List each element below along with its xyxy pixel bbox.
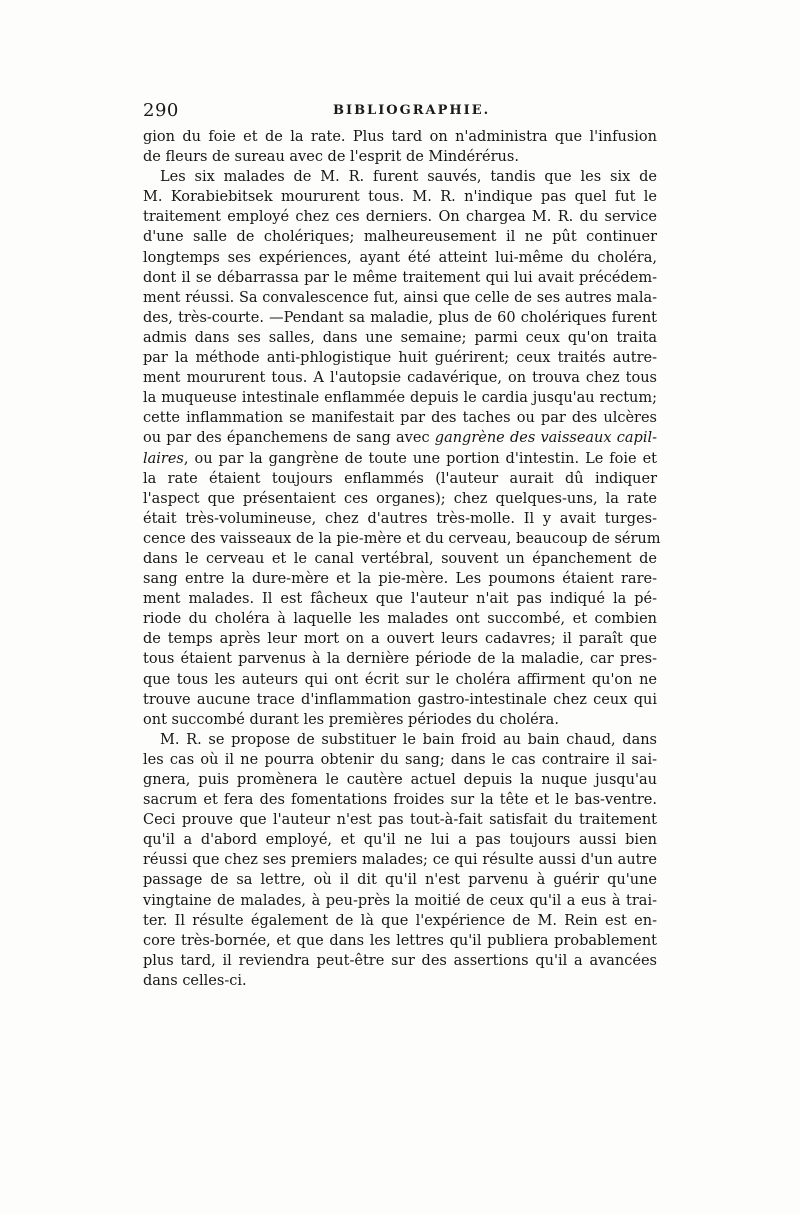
text-line-with-italic <box>143 428 657 448</box>
text-line: par la méthode anti-phlogistique huit guérirent; ceux traités autre- <box>143 350 657 367</box>
italic-phrase-continued: laires <box>143 450 184 467</box>
text-line: les cas où il ne pourra obtenir du sang; dans le cas contraire il sai- <box>143 751 657 768</box>
text-line: gion du foie et de la rate. Plus tard on n'administra que l'infusion <box>143 129 657 145</box>
text-line: M. Korabiebitsek moururent tous. M. R. n'indique pas quel fut le <box>143 189 657 206</box>
italic-phrase: gangrène des vaisseaux capil- <box>434 430 657 447</box>
text-line: M. R. se propose de substituer le bain froid au bain chaud, dans <box>160 731 657 748</box>
text-line: core très-bornée, et que dans les lettres qu'il publiera probablement <box>143 932 657 949</box>
text-line: Ceci prouve que l'auteur n'est pas tout-à-fait satisfait du traitement <box>143 812 657 829</box>
text-line: sacrum et fera des fomentations froides sur la tête et le bas-ventre. <box>143 792 657 809</box>
text-line: plus tard, il reviendra peut-être sur des assertions qu'il a avancées <box>143 952 657 969</box>
text-line: ment malades. Il est fâcheux que l'auteur n'ait pas indiqué la pé- <box>143 591 657 608</box>
page-number: 290 <box>143 100 179 121</box>
text-line: riode du choléra à laquelle les malades ont succombé, et combien <box>143 611 657 628</box>
text-line: la muqueuse intestinale enflammée depuis le cardia jusqu'au rectum; <box>143 390 657 407</box>
body-text <box>143 127 661 991</box>
text-line: d'une salle de cholériques; malheureusement il ne pût continuer <box>143 229 657 246</box>
text-segment: ou par des épanchemens de sang avec <box>143 430 435 447</box>
text-line: cette inflammation se manifestait par des taches ou par des ulcères <box>143 410 657 427</box>
text-line: cence des vaisseaux de la pie-mère et du cerveau, beaucoup de sérum <box>143 530 661 547</box>
text-line: longtemps ses expériences, ayant été atteint lui-même du choléra, <box>143 249 657 266</box>
text-line: des, très-courte. —Pendant sa maladie, plus de 60 cholériques furent <box>143 309 657 326</box>
text-segment: , ou par la gangrène de toute une portion d'intestin. Le foie et <box>183 450 657 467</box>
text-line: traitement employé chez ces derniers. On chargea M. R. du service <box>143 209 657 226</box>
text-line: Les six malades de M. R. furent sauvés, tandis que les six de <box>160 169 657 186</box>
text-line: tous étaient parvenus à la dernière période de la maladie, car pres- <box>143 651 657 668</box>
text-line: de fleurs de sureau avec de l'esprit de Mindérérus. <box>143 149 519 166</box>
text-line: ont succombé durant les premières périodes du choléra. <box>143 711 559 728</box>
text-line: ment réussi. Sa convalescence fut, ainsi que celle de ses autres mala- <box>143 289 657 306</box>
text-line: passage de sa lettre, où il dit qu'il n'est parvenu à guérir qu'une <box>143 872 657 889</box>
text-line: ment moururent tous. A l'autopsie cadavérique, on trouva chez tous <box>143 370 657 387</box>
text-line: réussi que chez ses premiers malades; ce qui résulte aussi d'un autre <box>143 852 657 869</box>
text-line: la rate étaient toujours enflammés (l'auteur aurait dû indiquer <box>143 470 657 487</box>
text-line: gnera, puis promènera le cautère actuel depuis la nuque jusqu'au <box>143 772 657 788</box>
text-line: trouve aucune trace d'inflammation gastro-intestinale chez ceux qui <box>143 691 657 708</box>
text-line: vingtaine de malades, à peu-près la moitié de ceux qu'il a eus à trai- <box>143 892 657 909</box>
text-line: l'aspect que présentaient ces organes); chez quelques-uns, la rate <box>143 490 657 507</box>
text-line <box>143 449 657 469</box>
text-line: dont il se débarrassa par le même traitement qui lui avait précédem- <box>143 269 657 286</box>
running-title: BIBLIOGRAPHIE. <box>333 103 491 118</box>
text-line: sang entre la dure-mère et la pie-mère. Les poumons étaient rare- <box>143 571 657 588</box>
text-line: qu'il a d'abord employé, et qu'il ne lui a pas toujours aussi bien <box>143 832 657 849</box>
text-line: admis dans ses salles, dans une semaine; parmi ceux qu'on traita <box>143 329 657 346</box>
text-line: de temps après leur mort on a ouvert leurs cadavres; il paraît que <box>143 631 657 648</box>
text-line: dans celles-ci. <box>143 972 247 989</box>
text-line: était très-volumineuse, chez d'autres très-molle. Il y avait turges- <box>143 510 657 527</box>
page-header <box>143 100 657 122</box>
text-line: que tous les auteurs qui ont écrit sur le choléra affirment qu'on ne <box>143 671 657 688</box>
text-line: dans le cerveau et le canal vertébral, souvent un épanchement de <box>143 550 657 567</box>
text-line: ter. Il résulte également de là que l'expérience de M. Rein est en- <box>143 912 657 929</box>
